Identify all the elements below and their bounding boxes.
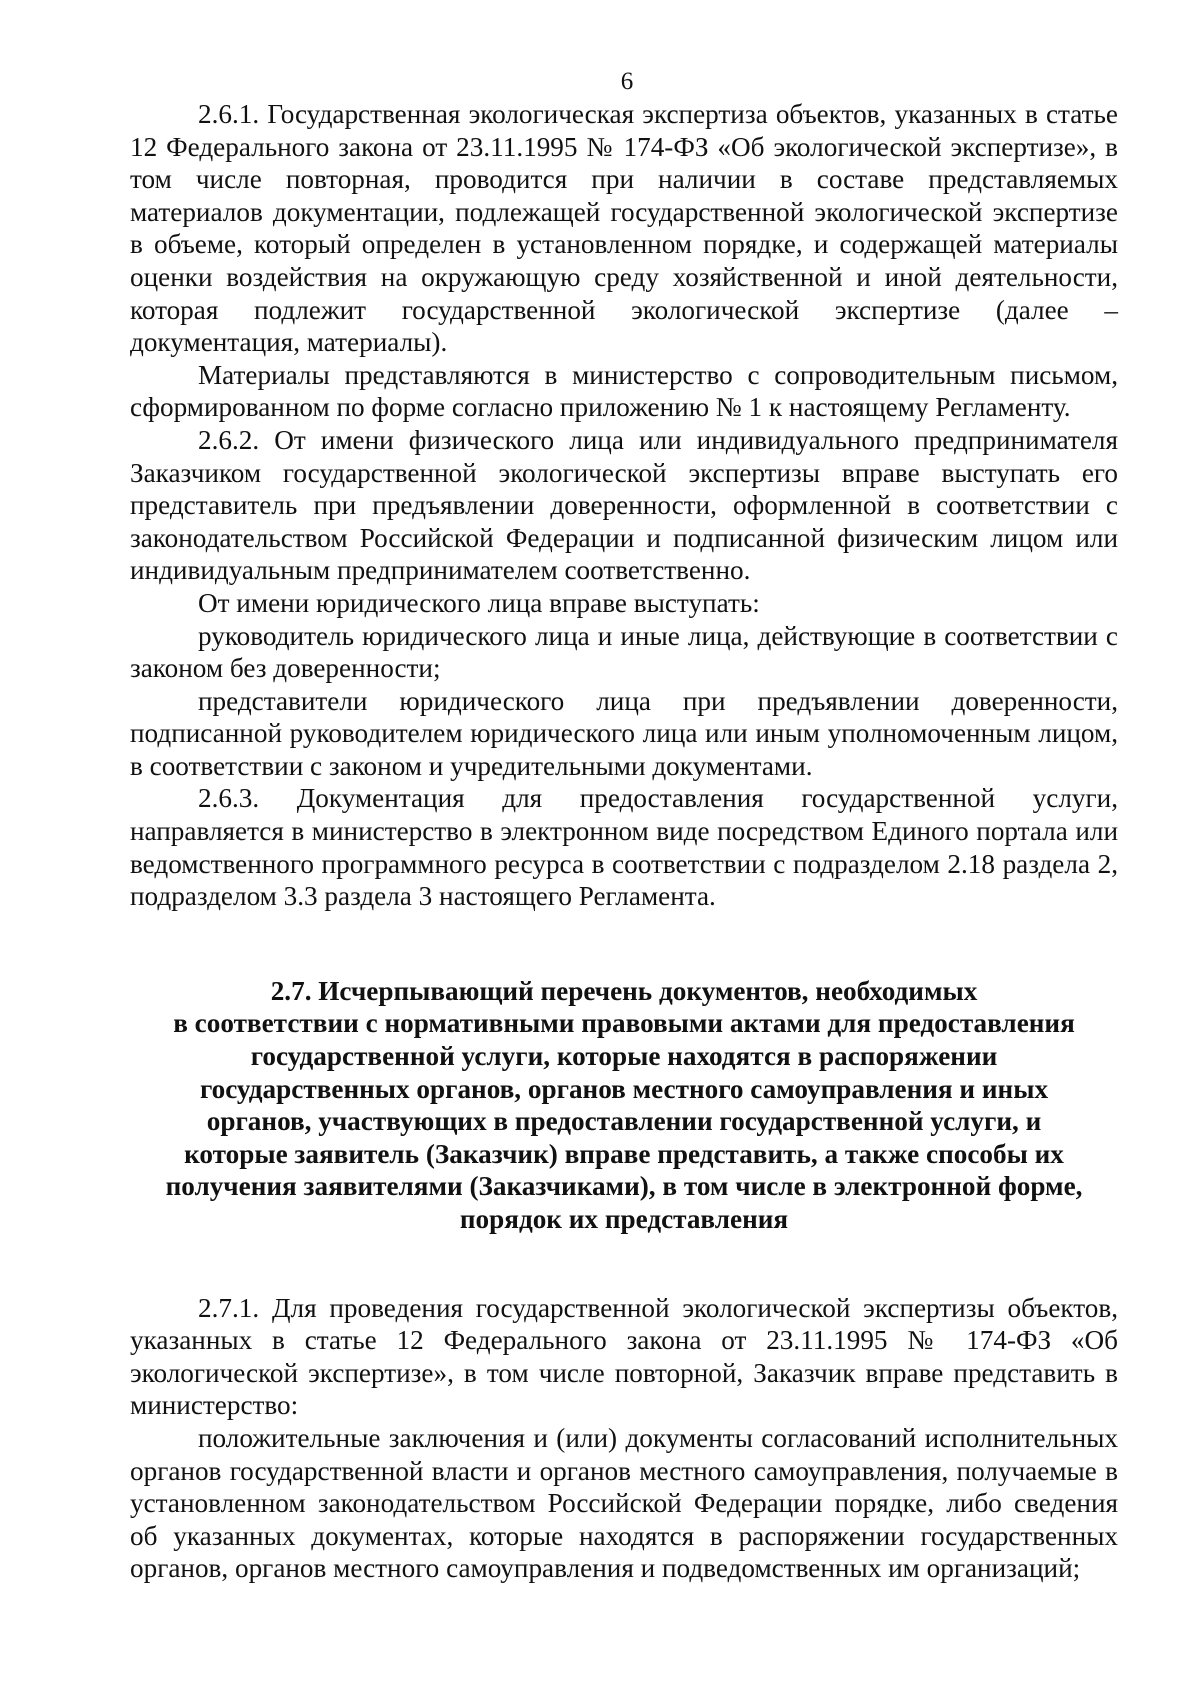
heading-line: органов, участвующих в предоставлении государственной услуги, и bbox=[206, 1106, 1042, 1137]
section-2-7-heading bbox=[130, 975, 1118, 1236]
heading-line: государственной услуги, которые находятся в распоряжении bbox=[250, 1041, 998, 1072]
section-2-6-body bbox=[130, 98, 1118, 913]
heading-line: которые заявитель (Заказчик) вправе представить, а также способы их bbox=[184, 1138, 1064, 1169]
heading-line: порядок их представления bbox=[459, 1204, 789, 1234]
paragraph-2-6-3: 2.6.3. Документация для предоставления государственной услуги, направляется в министерство в электронном виде посредством Единого портала или ведомственного программного ресурса в соответствии с подразделом 2.18 раздела 2, подразделом 3.3 раздела 3 настоящего Регламента. bbox=[130, 783, 1118, 912]
heading-line: государственных органов, органов местного самоуправления и иных bbox=[199, 1073, 1049, 1104]
section-2-7-body bbox=[130, 1292, 1118, 1585]
paragraph-legal-entity-representatives: представители юридического лица при предъявлении доверенности, подписанной руководителем юридического лица или иным уполномоченным лицом, в соответствии с законом и учредительными документами. bbox=[130, 685, 1118, 781]
heading-line: получения заявителями (Заказчиками), в том числе в электронной форме, bbox=[165, 1171, 1083, 1202]
paragraph-materials-letter: Материалы представляются в министерство с сопроводительным письмом, сформированном по форме согласно приложению № 1 к настоящему Регламенту. bbox=[130, 359, 1118, 423]
paragraph-legal-entity-intro: От имени юридического лица вправе выступать: bbox=[198, 587, 760, 618]
heading-line: в соответствии с нормативными правовыми актами для предоставления bbox=[173, 1008, 1075, 1039]
heading-line: 2.7. Исчерпывающий перечень документов, необходимых bbox=[270, 975, 978, 1006]
paragraph-2-6-1: 2.6.1. Государственная экологическая экспертиза объектов, указанных в статье 12 Федерального закона от 23.11.1995 № 174-ФЗ «Об экологической экспертизе», в том числе повторная, проводится при наличии в составе представляемых материалов документации, подлежащей государственной экологической экспертизе в объеме, который определен в установленном порядке, и содержащей материалы оценки воздействия на окружающую среду хозяйственной и иной деятельности, которая подлежит государственной экологической экспертизе (далее – документация, материалы). bbox=[130, 99, 1118, 358]
paragraph-2-6-2: 2.6.2. От имени физического лица или индивидуального предпринимателя Заказчиком государственной экологической экспертизы вправе выступать его представитель при предъявлении доверенности, оформленной в соответствии с законодательством Российской Федерации и подписанной физическим лицом или индивидуальным предпринимателем соответственно. bbox=[130, 424, 1118, 586]
paragraph-positive-conclusions: положительные заключения и (или) документы согласований исполнительных органов государственной власти и органов местного самоуправления, получаемые в установленном законодательством Российской Федерации порядке, либо сведения об указанных документах, которые находятся в распоряжении государственных органов, органов местного самоуправления и подведомственных им организаций; bbox=[130, 1422, 1118, 1584]
paragraph-2-7-1: 2.7.1. Для проведения государственной экологической экспертизы объектов, указанных в статье 12 Федерального закона от 23.11.1995 № 174-ФЗ «Об экологической экспертизе», в том числе повторной, Заказчик вправе представить в министерство: bbox=[130, 1292, 1118, 1421]
paragraph-legal-entity-head: руководитель юридического лица и иные лица, действующие в соответствии с законом без доверенности; bbox=[130, 620, 1118, 684]
page-number: 6 bbox=[620, 68, 634, 95]
